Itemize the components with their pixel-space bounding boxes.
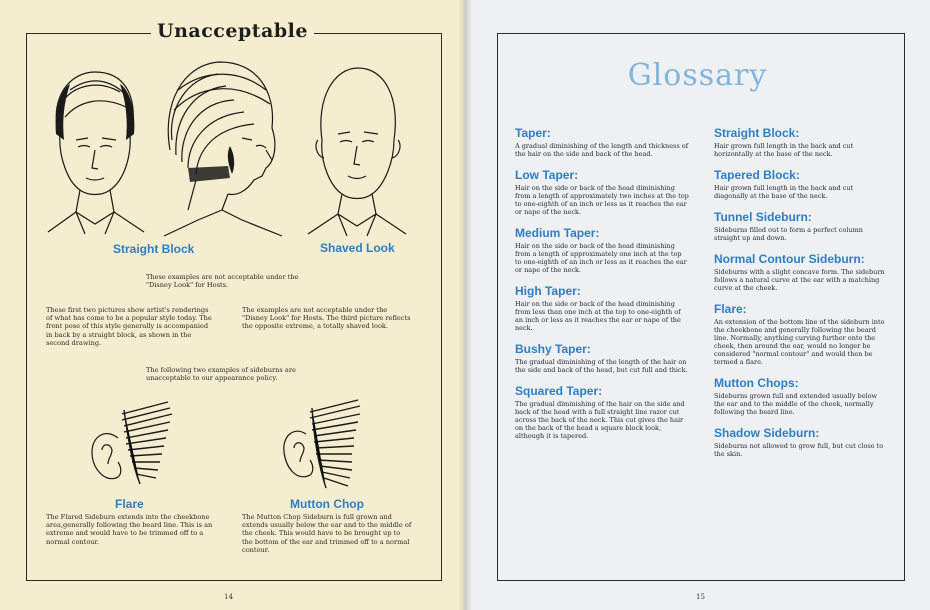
glossary-title: Glossary xyxy=(627,58,768,93)
right-page-number: 15 xyxy=(696,593,705,601)
glossary-definition: Sideburns grown full and extended usually below the ear and to the middle of the cheek, normally following the beard line. xyxy=(714,392,878,416)
book-gutter xyxy=(458,0,472,610)
glossary-entry xyxy=(515,342,690,374)
glossary-entry xyxy=(714,376,889,416)
glossary-term: Taper: xyxy=(515,126,551,140)
left-page-number: 14 xyxy=(224,593,233,601)
paragraph-left: These first two pictures show artist's renderings of what has come to be a popular style today. The front pose of this style generally is accompanied in back by a straight block, as shown in the second drawing. xyxy=(46,306,212,347)
glossary-definition: Hair on the side or back of the head diminishing from less than one inch at the top to one-eighth of an inch or less as it reaches the ear or nape of the neck. xyxy=(515,300,681,332)
mutton-chop-description: The Mutton Chop Sideburn is full grown and extends usually below the ear and to the middle of the cheek. This would have to be brought up to the bottom of the ear and trimmed off to a normal contour. xyxy=(242,513,412,554)
glossary-entry xyxy=(714,210,889,242)
glossary-term: Tunnel Sideburn: xyxy=(714,210,812,224)
glossary-term: Squared Taper: xyxy=(515,384,603,398)
glossary-entry xyxy=(714,252,889,292)
glossary-entry xyxy=(714,426,889,458)
shaved-look-label: Shaved Look xyxy=(320,241,395,255)
flare-label: Flare xyxy=(115,497,144,511)
shaved-look-illustration xyxy=(302,62,412,237)
glossary-entry xyxy=(714,126,889,158)
straight-block-side-illustration xyxy=(158,50,288,240)
glossary-definition: A gradual diminishing of the length and thickness of the hair on the side and back of the head. xyxy=(515,142,689,158)
glossary-definition: Hair grown full length in the back and cut horizontally at the base of the neck. xyxy=(714,142,854,158)
glossary-term: Flare: xyxy=(714,302,747,316)
glossary-term: High Taper: xyxy=(515,284,581,298)
glossary-term: Medium Taper: xyxy=(515,226,600,240)
flare-sideburn-illustration xyxy=(78,398,178,492)
flare-description: The Flared Sideburn extends into the cheekbone area,generally following the beard line. This is an extreme and would have to be trimmed off to a normal contour. xyxy=(46,513,213,546)
glossary-term: Tapered Block: xyxy=(714,168,800,182)
glossary-term: Straight Block: xyxy=(714,126,800,140)
glossary-definition: Hair on the side or back of the head diminishing from a length of approximately two inches at the top to one-eighth of an inch or less as it reaches the ear or nape of the neck. xyxy=(515,184,689,216)
glossary-definition: Sideburns not allowed to grow full, but cut close to the skin. xyxy=(714,442,884,458)
glossary-entry xyxy=(515,168,690,216)
glossary-definition: Sideburns with a slight concave form. The sideburn follows a natural curve at the ear with a matching curve at the cheek. xyxy=(714,268,885,292)
paragraph-right: The examples are not acceptable under the "Disney Look" for Hosts. The third picture reflects the opposite extreme, a totally shaved look. xyxy=(242,306,411,331)
straight-block-front-illustration xyxy=(40,62,150,237)
glossary-term: Shadow Sideburn: xyxy=(714,426,820,440)
glossary-term: Normal Contour Sideburn: xyxy=(714,252,865,266)
glossary-term: Bushy Taper: xyxy=(515,342,591,356)
glossary-right-column xyxy=(714,126,889,468)
glossary-entry xyxy=(515,284,690,332)
sideburn-intro: The following two examples of sideburns are unacceptable to our appearance policy. xyxy=(146,366,296,383)
left-page-title: Unacceptable xyxy=(151,20,314,42)
mutton-chop-label: Mutton Chop xyxy=(290,497,364,511)
left-page-title-wrap xyxy=(0,20,465,42)
glossary-definition: Sideburns filled out to form a perfect column straight up and down. xyxy=(714,226,863,242)
straight-block-label: Straight Block xyxy=(113,242,195,256)
glossary-definition: The gradual diminishing of the length of the hair on the side and back of the head, but cut full and thick. xyxy=(515,358,688,374)
glossary-left-column xyxy=(515,126,690,450)
glossary-definition: Hair grown full length in the back and cut diagonally at the base of the neck. xyxy=(714,184,854,200)
right-page xyxy=(465,0,930,610)
glossary-entry xyxy=(714,302,889,366)
glossary-definition: Hair on the side or back of the head diminishing from a length of approximately one inch at the top to one-eighth of an inch or less as it reaches the ear or nape of the neck. xyxy=(515,242,687,274)
glossary-entry xyxy=(714,168,889,200)
glossary-definition: An extension of the bottom line of the sideburn into the cheekbone and generally following the beard line. Normally, anything curving further onto the cheek, then around the ear, would no longer be considered "normal contour" and would then be termed a flare. xyxy=(714,318,885,366)
glossary-term: Low Taper: xyxy=(515,168,579,182)
glossary-definition: The gradual diminishing of the hair on the side and back of the head with a full straight line razor cut across the back of the neck. This cut gives the hair on the back of the head a square block look, although it is tapered. xyxy=(515,400,685,440)
glossary-entry xyxy=(515,126,690,158)
glossary-entry xyxy=(515,226,690,274)
intro-note: These examples are not acceptable under the "Disney Look" for Hosts. xyxy=(146,273,299,290)
glossary-term: Mutton Chops: xyxy=(714,376,799,390)
glossary-entry xyxy=(515,384,690,440)
mutton-chop-illustration xyxy=(280,398,380,492)
